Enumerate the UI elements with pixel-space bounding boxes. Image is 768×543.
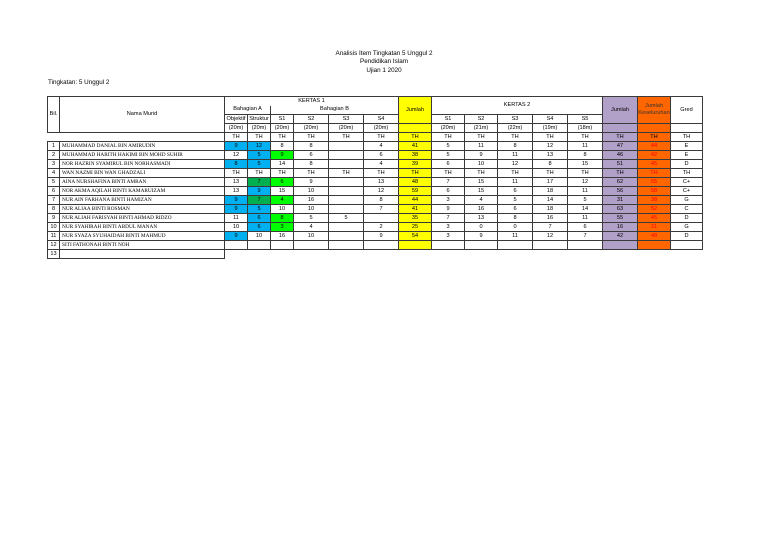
score-k2-s5: 8 xyxy=(568,151,603,160)
th-cell: TH xyxy=(603,133,638,142)
score-k2-s4: 13 xyxy=(533,151,568,160)
score-k2-s4: 18 xyxy=(533,187,568,196)
score-gred: G xyxy=(671,223,703,232)
class-level: Tingkatan: 5 Unggul 2 xyxy=(48,79,110,86)
score-k2-s4: TH xyxy=(533,169,568,178)
score-objektif: 9 xyxy=(225,142,248,151)
table-row xyxy=(48,232,703,241)
row-number: 9 xyxy=(48,214,60,223)
score-k2-s2: 11 xyxy=(465,142,498,151)
score-objektif xyxy=(225,250,248,259)
student-name: NUR AIN FARHANA BINTI HAMIZAN xyxy=(60,196,225,205)
row-number: 5 xyxy=(48,178,60,187)
score-k2-s3: 11 xyxy=(498,178,533,187)
score-jumlah-k2 xyxy=(603,250,638,259)
score-k1-s4 xyxy=(364,214,399,223)
row-number: 12 xyxy=(48,241,60,250)
score-jumlah-keseluruhan: 58 xyxy=(638,187,671,196)
score-k2-s1: 3 xyxy=(432,223,465,232)
table-row xyxy=(48,241,703,250)
score-jumlah-k2: 55 xyxy=(603,214,638,223)
score-struktur: 5 xyxy=(248,151,271,160)
score-k2-s5 xyxy=(568,250,603,259)
marks-k1-s4: (20m) xyxy=(364,124,399,133)
score-k2-s5: 12 xyxy=(568,178,603,187)
score-objektif xyxy=(225,241,248,250)
table-row xyxy=(48,187,703,196)
th-cell: TH xyxy=(329,133,364,142)
score-k1-s4: 4 xyxy=(364,160,399,169)
score-jumlah-k1 xyxy=(399,250,432,259)
score-gred: C xyxy=(671,205,703,214)
score-k1-s1: 10 xyxy=(271,205,294,214)
score-k1-s1: 8 xyxy=(271,142,294,151)
score-jumlah-keseluruhan: 52 xyxy=(638,205,671,214)
col-bahagian-a: Bahagian A xyxy=(225,106,271,115)
score-k1-s1 xyxy=(271,241,294,250)
score-k2-s5: 5 xyxy=(568,196,603,205)
col-k1-s1: S1 xyxy=(271,115,294,124)
score-gred: D xyxy=(671,160,703,169)
score-k2-s1: 5 xyxy=(432,142,465,151)
score-k2-s4: 7 xyxy=(533,223,568,232)
score-gred: D xyxy=(671,214,703,223)
score-jumlah-keseluruhan xyxy=(638,241,671,250)
score-k2-s2: 9 xyxy=(465,232,498,241)
score-k1-s2: 8 xyxy=(294,160,329,169)
item-analysis-table xyxy=(47,96,703,259)
score-k2-s3: TH xyxy=(498,169,533,178)
table-row xyxy=(48,160,703,169)
marks-k2-s3: (22m) xyxy=(498,124,533,133)
score-k2-s3: 5 xyxy=(498,196,533,205)
score-k2-s1 xyxy=(432,250,465,259)
score-k2-s3: 0 xyxy=(498,223,533,232)
score-jumlah-keseluruhan: 42 xyxy=(638,151,671,160)
score-jumlah-k1: TH xyxy=(399,169,432,178)
score-k2-s5: 11 xyxy=(568,214,603,223)
th-cell: TH xyxy=(294,133,329,142)
score-gred xyxy=(671,250,703,259)
student-name: AINA NURSHAFINA BINTI AMRAN xyxy=(60,178,225,187)
score-k1-s2: 10 xyxy=(294,187,329,196)
score-gred: E xyxy=(671,142,703,151)
score-k2-s3 xyxy=(498,250,533,259)
score-jumlah-k1: 41 xyxy=(399,142,432,151)
score-k1-s1: 8 xyxy=(271,214,294,223)
marks-k1-s3: (20m) xyxy=(329,124,364,133)
th-cell: TH xyxy=(533,133,568,142)
score-k1-s1: 15 xyxy=(271,187,294,196)
score-k2-s3: 11 xyxy=(498,151,533,160)
row-number: 2 xyxy=(48,151,60,160)
th-cell: TH xyxy=(399,133,432,142)
col-nama: Nama Murid xyxy=(60,97,225,133)
score-jumlah-k2: TH xyxy=(603,169,638,178)
score-k2-s3: 6 xyxy=(498,205,533,214)
score-jumlah-k2: 31 xyxy=(603,196,638,205)
score-k2-s2 xyxy=(465,241,498,250)
col-k2-s3: S3 xyxy=(498,115,533,124)
col-k2-s2: S2 xyxy=(465,115,498,124)
score-k1-s3: TH xyxy=(329,169,364,178)
score-jumlah-keseluruhan: 21 xyxy=(638,223,671,232)
score-jumlah-k1: 48 xyxy=(399,178,432,187)
score-k1-s1: 6 xyxy=(271,178,294,187)
score-gred: C+ xyxy=(671,187,703,196)
score-k2-s1: 9 xyxy=(432,205,465,214)
score-jumlah-keseluruhan: TH xyxy=(638,169,671,178)
score-k1-s4: 8 xyxy=(364,196,399,205)
score-k1-s4: 13 xyxy=(364,178,399,187)
student-name: NOR AKMA AQILAH BINTI KAMARUIZAM xyxy=(60,187,225,196)
score-struktur: 6 xyxy=(248,214,271,223)
score-k2-s2: TH xyxy=(465,169,498,178)
score-jumlah-k2: 56 xyxy=(603,187,638,196)
row-number: 6 xyxy=(48,187,60,196)
score-jumlah-k1: 44 xyxy=(399,196,432,205)
score-k1-s2: 10 xyxy=(294,232,329,241)
col-bil: Bil. xyxy=(48,97,60,133)
col-gred: Gred xyxy=(671,97,703,124)
score-k2-s2: 15 xyxy=(465,178,498,187)
marks-jumlah-k2 xyxy=(603,124,638,133)
score-objektif: 12 xyxy=(225,151,248,160)
score-k1-s4 xyxy=(364,241,399,250)
score-k2-s1: 3 xyxy=(432,196,465,205)
score-jumlah-k2: 62 xyxy=(603,178,638,187)
col-k2-s4: S4 xyxy=(533,115,568,124)
score-k1-s3 xyxy=(329,178,364,187)
marks-k2-s2: (21m) xyxy=(465,124,498,133)
score-jumlah-k2: 51 xyxy=(603,160,638,169)
col-k1-s3: S3 xyxy=(329,115,364,124)
score-k1-s3 xyxy=(329,232,364,241)
score-jumlah-k1 xyxy=(399,241,432,250)
th-cell: TH xyxy=(271,133,294,142)
score-jumlah-keseluruhan: 45 xyxy=(638,160,671,169)
score-k1-s4: 2 xyxy=(364,223,399,232)
score-jumlah-k2: 46 xyxy=(603,151,638,160)
row-number: 8 xyxy=(48,205,60,214)
score-jumlah-k2 xyxy=(603,241,638,250)
score-struktur: 6 xyxy=(248,223,271,232)
score-k2-s5: 14 xyxy=(568,205,603,214)
col-k2-s1: S1 xyxy=(432,115,465,124)
score-k2-s2: 16 xyxy=(465,205,498,214)
score-k1-s4: 6 xyxy=(364,151,399,160)
score-struktur: 10 xyxy=(248,232,271,241)
th-cell: TH xyxy=(671,133,703,142)
spacer xyxy=(60,133,225,142)
score-struktur xyxy=(248,250,271,259)
score-k2-s4 xyxy=(533,241,568,250)
score-k2-s4: 16 xyxy=(533,214,568,223)
score-objektif: 13 xyxy=(225,178,248,187)
th-cell: TH xyxy=(225,133,248,142)
row-number: 4 xyxy=(48,169,60,178)
score-struktur: 5 xyxy=(248,160,271,169)
score-k2-s2: 10 xyxy=(465,160,498,169)
score-k1-s2 xyxy=(294,250,329,259)
row-number: 13 xyxy=(48,250,60,259)
score-k1-s3 xyxy=(329,241,364,250)
score-jumlah-keseluruhan: 38 xyxy=(638,196,671,205)
row-number: 7 xyxy=(48,196,60,205)
score-k1-s1: 9 xyxy=(271,151,294,160)
score-k2-s5: TH xyxy=(568,169,603,178)
marks-gred xyxy=(671,124,703,133)
score-k1-s3: 5 xyxy=(329,214,364,223)
score-k2-s3: 8 xyxy=(498,142,533,151)
col-bahagian-b: Bahagian B xyxy=(271,106,399,115)
score-k2-s1: 7 xyxy=(432,214,465,223)
marks-objektif: (20m) xyxy=(225,124,248,133)
score-k2-s2: 0 xyxy=(465,223,498,232)
table-row xyxy=(48,151,703,160)
score-objektif: 9 xyxy=(225,205,248,214)
score-jumlah-k2: 47 xyxy=(603,142,638,151)
score-k1-s2: 4 xyxy=(294,223,329,232)
th-cell: TH xyxy=(248,133,271,142)
score-k2-s1: 6 xyxy=(432,187,465,196)
score-gred: D xyxy=(671,232,703,241)
score-k1-s3 xyxy=(329,142,364,151)
th-cell: TH xyxy=(364,133,399,142)
score-k1-s4: 9 xyxy=(364,232,399,241)
row-number: 10 xyxy=(48,223,60,232)
table-row xyxy=(48,169,703,178)
marks-jumlah-k1 xyxy=(399,124,432,133)
th-cell: TH xyxy=(568,133,603,142)
score-k2-s2 xyxy=(465,250,498,259)
col-struktur: Struktur xyxy=(249,115,269,122)
score-k1-s2: 9 xyxy=(294,178,329,187)
score-objektif: 8 xyxy=(225,160,248,169)
table-row xyxy=(48,223,703,232)
score-jumlah-k1: 54 xyxy=(399,232,432,241)
score-struktur: TH xyxy=(248,169,271,178)
score-jumlah-keseluruhan: 45 xyxy=(638,214,671,223)
col-k2-s5: S5 xyxy=(568,115,603,124)
score-k1-s3 xyxy=(329,205,364,214)
score-struktur: 7 xyxy=(248,196,271,205)
score-k1-s1: 16 xyxy=(271,232,294,241)
score-jumlah-k1: 39 xyxy=(399,160,432,169)
score-k1-s4: TH xyxy=(364,169,399,178)
row-number: 11 xyxy=(48,232,60,241)
marks-jumlah-keseluruhan xyxy=(638,124,671,133)
table-row xyxy=(48,196,703,205)
table-row xyxy=(48,205,703,214)
score-k2-s4: 17 xyxy=(533,178,568,187)
th-cell: TH xyxy=(432,133,465,142)
col-kertas1: KERTAS 1 xyxy=(225,97,399,106)
student-rows xyxy=(48,142,703,259)
score-k2-s1: 5 xyxy=(432,151,465,160)
table-row xyxy=(48,250,703,259)
score-k2-s2: 9 xyxy=(465,151,498,160)
score-k1-s2: 5 xyxy=(294,214,329,223)
col-jumlah-k1: Jumlah xyxy=(399,97,432,124)
student-name: NUR ALIAH FARISYAH BINTI AHMAD RIDZO xyxy=(60,214,225,223)
score-struktur: 5 xyxy=(248,205,271,214)
score-jumlah-k2: 63 xyxy=(603,205,638,214)
score-k2-s3: 6 xyxy=(498,187,533,196)
student-name xyxy=(60,250,225,259)
score-k2-s2: 13 xyxy=(465,214,498,223)
score-jumlah-k1: 59 xyxy=(399,187,432,196)
score-k1-s1: TH xyxy=(271,169,294,178)
row-number: 3 xyxy=(48,160,60,169)
student-name: NUR ALIAA BINTI ROSMAN xyxy=(60,205,225,214)
score-k2-s5: 11 xyxy=(568,142,603,151)
row-number: 1 xyxy=(48,142,60,151)
score-k2-s1: TH xyxy=(432,169,465,178)
score-objektif: TH xyxy=(225,169,248,178)
score-objektif: 11 xyxy=(225,214,248,223)
col-jumlah-keseluruhan: Jumlah Keseluruhan xyxy=(638,97,671,124)
score-k2-s5: 6 xyxy=(568,223,603,232)
score-k1-s4: 12 xyxy=(364,187,399,196)
score-gred: G xyxy=(671,196,703,205)
score-k2-s3: 11 xyxy=(498,232,533,241)
score-k1-s2: TH xyxy=(294,169,329,178)
marks-k2-s5: (18m) xyxy=(568,124,603,133)
score-struktur: 7 xyxy=(248,178,271,187)
score-k1-s3 xyxy=(329,151,364,160)
score-gred xyxy=(671,241,703,250)
score-k2-s5: 11 xyxy=(568,187,603,196)
score-k2-s4: 12 xyxy=(533,142,568,151)
score-k1-s2: 6 xyxy=(294,151,329,160)
student-name: NUR SYAZA SYUHAIDAH BINTI MAHMUD xyxy=(60,232,225,241)
th-cell: TH xyxy=(465,133,498,142)
score-objektif: 13 xyxy=(225,187,248,196)
table-row xyxy=(48,214,703,223)
col-jumlah-k2: Jumlah xyxy=(603,97,638,124)
marks-k1-s2: (20m) xyxy=(294,124,329,133)
score-k2-s5: 7 xyxy=(568,232,603,241)
score-k2-s5: 15 xyxy=(568,160,603,169)
student-name: MUHAMMAD HARITH HAKIMI BIN MOHD SUHIR xyxy=(60,151,225,160)
score-k2-s2: 4 xyxy=(465,196,498,205)
score-jumlah-k1: 38 xyxy=(399,151,432,160)
score-k1-s1: 14 xyxy=(271,160,294,169)
score-k1-s1: 3 xyxy=(271,223,294,232)
score-gred: E xyxy=(671,151,703,160)
student-name: WAN NAZMI BIN WAN GHADZALI xyxy=(60,169,225,178)
student-name: NOR HAZRIN SYAMIRUL BIN NORHASMADI xyxy=(60,160,225,169)
col-k1-s4: S4 xyxy=(364,115,399,124)
table-row xyxy=(48,142,703,151)
score-k1-s1 xyxy=(271,250,294,259)
score-k2-s4: 8 xyxy=(533,160,568,169)
score-k2-s2: 15 xyxy=(465,187,498,196)
marks-k1-s1: (20m) xyxy=(271,124,294,133)
score-k2-s3: 12 xyxy=(498,160,533,169)
th-cell: TH xyxy=(638,133,671,142)
marks-k2-s4: (19m) xyxy=(533,124,568,133)
score-k1-s2: 16 xyxy=(294,196,329,205)
score-k1-s2: 8 xyxy=(294,142,329,151)
report-subject: Pendidikan Islam xyxy=(360,58,408,65)
th-cell: TH xyxy=(498,133,533,142)
score-jumlah-keseluruhan: 55 xyxy=(638,178,671,187)
score-k1-s1: 4 xyxy=(271,196,294,205)
score-jumlah-k1: 25 xyxy=(399,223,432,232)
score-k1-s4 xyxy=(364,250,399,259)
score-objektif: 9 xyxy=(225,196,248,205)
score-k1-s3 xyxy=(329,250,364,259)
score-k2-s1: 3 xyxy=(432,232,465,241)
score-jumlah-k1: 41 xyxy=(399,205,432,214)
score-k2-s3 xyxy=(498,241,533,250)
student-name: SITI FATHONAH BINTI NOH xyxy=(60,241,225,250)
score-gred: C+ xyxy=(671,178,703,187)
score-jumlah-k2: 16 xyxy=(603,223,638,232)
score-k2-s1: 6 xyxy=(432,160,465,169)
score-k1-s2: 10 xyxy=(294,205,329,214)
report-title: Analisis Item Tingkatan 5 Unggul 2 xyxy=(335,50,433,57)
marks-struktur: (20m) xyxy=(248,124,271,133)
score-k2-s3: 8 xyxy=(498,214,533,223)
score-jumlah-keseluruhan: 44 xyxy=(638,142,671,151)
score-struktur: 9 xyxy=(248,187,271,196)
score-k1-s3 xyxy=(329,160,364,169)
table-row xyxy=(48,178,703,187)
score-jumlah-keseluruhan xyxy=(638,250,671,259)
score-struktur xyxy=(248,241,271,250)
report-exam: Ujian 1 2020 xyxy=(366,67,402,74)
score-k2-s4: 12 xyxy=(533,232,568,241)
score-k1-s4: 4 xyxy=(364,142,399,151)
score-k1-s3 xyxy=(329,223,364,232)
spacer xyxy=(48,133,60,142)
score-k1-s3 xyxy=(329,187,364,196)
score-struktur: 12 xyxy=(248,142,271,151)
col-kertas2: KERTAS 2 xyxy=(432,97,603,115)
score-k1-s2 xyxy=(294,241,329,250)
score-k2-s4: 18 xyxy=(533,205,568,214)
score-k2-s4: 14 xyxy=(533,196,568,205)
score-k2-s5 xyxy=(568,241,603,250)
student-name: NUR SYAHIRAH BINTI ABDUL MANAN xyxy=(60,223,225,232)
student-name: MUHAMMAD DANIAL BIN AMIRUDIN xyxy=(60,142,225,151)
score-k1-s3 xyxy=(329,196,364,205)
score-k1-s4: 7 xyxy=(364,205,399,214)
score-k2-s1 xyxy=(432,241,465,250)
score-objektif: 10 xyxy=(225,223,248,232)
score-objektif: 9 xyxy=(225,232,248,241)
score-jumlah-k1: 35 xyxy=(399,214,432,223)
score-k2-s4 xyxy=(533,250,568,259)
score-jumlah-k2: 42 xyxy=(603,232,638,241)
marks-k2-s1: (20m) xyxy=(432,124,465,133)
col-objektif: Objektif xyxy=(225,115,248,124)
score-jumlah-keseluruhan: 48 xyxy=(638,232,671,241)
col-k1-s2: S2 xyxy=(294,115,329,124)
score-k2-s1: 7 xyxy=(432,178,465,187)
score-gred: TH xyxy=(671,169,703,178)
